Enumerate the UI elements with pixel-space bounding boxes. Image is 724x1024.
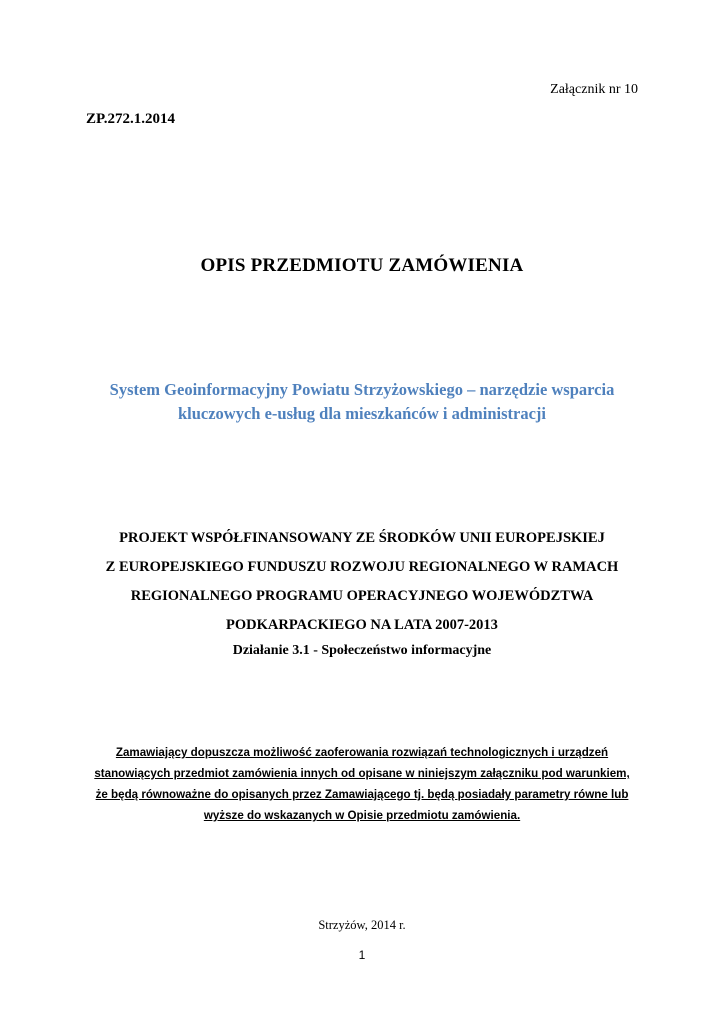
project-name-line: kluczowych e-usług dla mieszkańców i administracji — [177, 404, 547, 423]
document-title: OPIS PRZEDMIOTU ZAMÓWIENIA — [200, 255, 524, 276]
notice-line: Zamawiający dopuszcza możliwość zaoferowania rozwiązań technologicznych i urządzeń — [115, 746, 609, 759]
project-name — [60, 378, 664, 426]
cofinancing-line: Z EUROPEJSKIEGO FUNDUSZU ROZWOJU REGIONALNEGO W RAMACH — [105, 559, 619, 575]
action-label: Działanie 3.1 - Społeczeństwo informacyjne — [232, 643, 492, 658]
place-and-date: Strzyżów, 2014 r. — [318, 918, 406, 932]
notice-line: wyższe do wskazanych w Opisie przedmiotu zamówienia. — [203, 809, 521, 822]
project-name-line: System Geoinformacyjny Powiatu Strzyżowskiego – narzędzie wsparcia — [109, 380, 615, 399]
notice-line: że będą równoważne do opisanych przez Zamawiającego tj. będą posiadały parametry równe lub — [95, 788, 629, 801]
page-number: 1 — [358, 948, 366, 962]
cofinancing-line: PROJEKT WSPÓŁFINANSOWANY ZE ŚRODKÓW UNII EUROPEJSKIEJ — [119, 530, 605, 546]
cofinancing-statement — [60, 524, 664, 640]
cofinancing-line: REGIONALNEGO PROGRAMU OPERACYJNEGO WOJEWÓDZTWA — [130, 588, 594, 604]
cofinancing-line: PODKARPACKIEGO NA LATA 2007-2013 — [226, 617, 498, 633]
equivalence-notice — [60, 742, 664, 826]
notice-line: stanowiących przedmiot zamówienia innych od opisane w niniejszym załączniku pod warunkiem, — [94, 767, 630, 780]
reference-number: ZP.272.1.2014 — [86, 111, 176, 127]
annex-label: Załącznik nr 10 — [550, 82, 638, 97]
